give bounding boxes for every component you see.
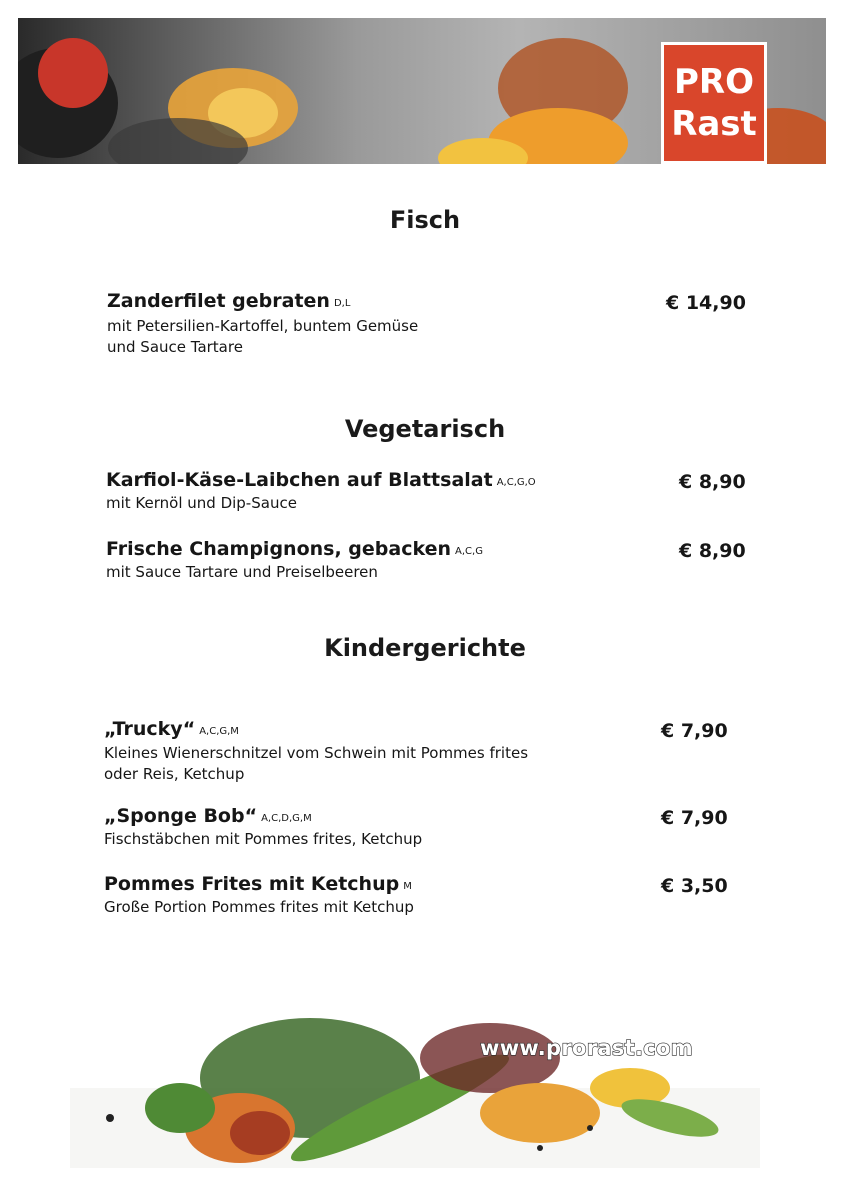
section-title-vegetarisch: Vegetarisch	[344, 415, 506, 443]
item-name: Karfiol-Käse-Laibchen auf Blattsalat A,C,G,O	[106, 469, 536, 491]
item-description-line-2: und Sauce Tartare	[107, 338, 243, 356]
item-price: € 7,90	[661, 807, 728, 829]
item-description-line-1: mit Sauce Tartare und Preiselbeeren	[106, 563, 378, 581]
allergen-codes: A,C,D,G,M	[261, 813, 312, 824]
item-price: € 7,90	[661, 720, 728, 742]
item-description-line-1: mit Kernöl und Dip-Sauce	[106, 494, 297, 512]
item-description-line-1: Große Portion Pommes frites mit Ketchup	[104, 898, 414, 916]
allergen-codes: D,L	[333, 298, 351, 309]
item-price: € 3,50	[661, 875, 728, 897]
item-description-line-2: oder Reis, Ketchup	[104, 765, 245, 783]
allergen-codes: M	[403, 881, 412, 892]
website-url[interactable]: www.prorast.com	[480, 1036, 693, 1060]
item-name: Zanderfilet gebraten D,L	[107, 290, 351, 312]
allergen-codes: A,C,G,O	[496, 477, 536, 488]
item-name: Frische Champignons, gebacken A,C,G	[106, 538, 483, 560]
item-name: „Sponge Bob“ A,C,D,G,M	[104, 805, 312, 827]
header-banner	[18, 18, 826, 164]
section-title-fisch: Fisch	[389, 206, 461, 234]
item-price: € 8,90	[679, 540, 746, 562]
item-price: € 8,90	[679, 471, 746, 493]
section-title-kindergerichte: Kindergerichte	[324, 634, 526, 662]
prorast-logo	[661, 42, 767, 164]
allergen-codes: A,C,G,M	[199, 726, 239, 737]
item-description-line-1: Kleines Wienerschnitzel vom Schwein mit Pommes frites	[104, 744, 529, 762]
item-name: „Trucky“ A,C,G,M	[104, 718, 239, 740]
logo-line-1: PRO	[673, 62, 754, 102]
logo-line-2: Rast	[671, 104, 757, 144]
item-name: Pommes Frites mit Ketchup M	[104, 873, 412, 895]
item-price: € 14,90	[666, 292, 746, 314]
allergen-codes: A,C,G	[455, 546, 483, 557]
item-description-line-1: Fischstäbchen mit Pommes frites, Ketchup	[104, 830, 423, 848]
item-description-line-1: mit Petersilien-Kartoffel, buntem Gemüse	[107, 317, 419, 335]
